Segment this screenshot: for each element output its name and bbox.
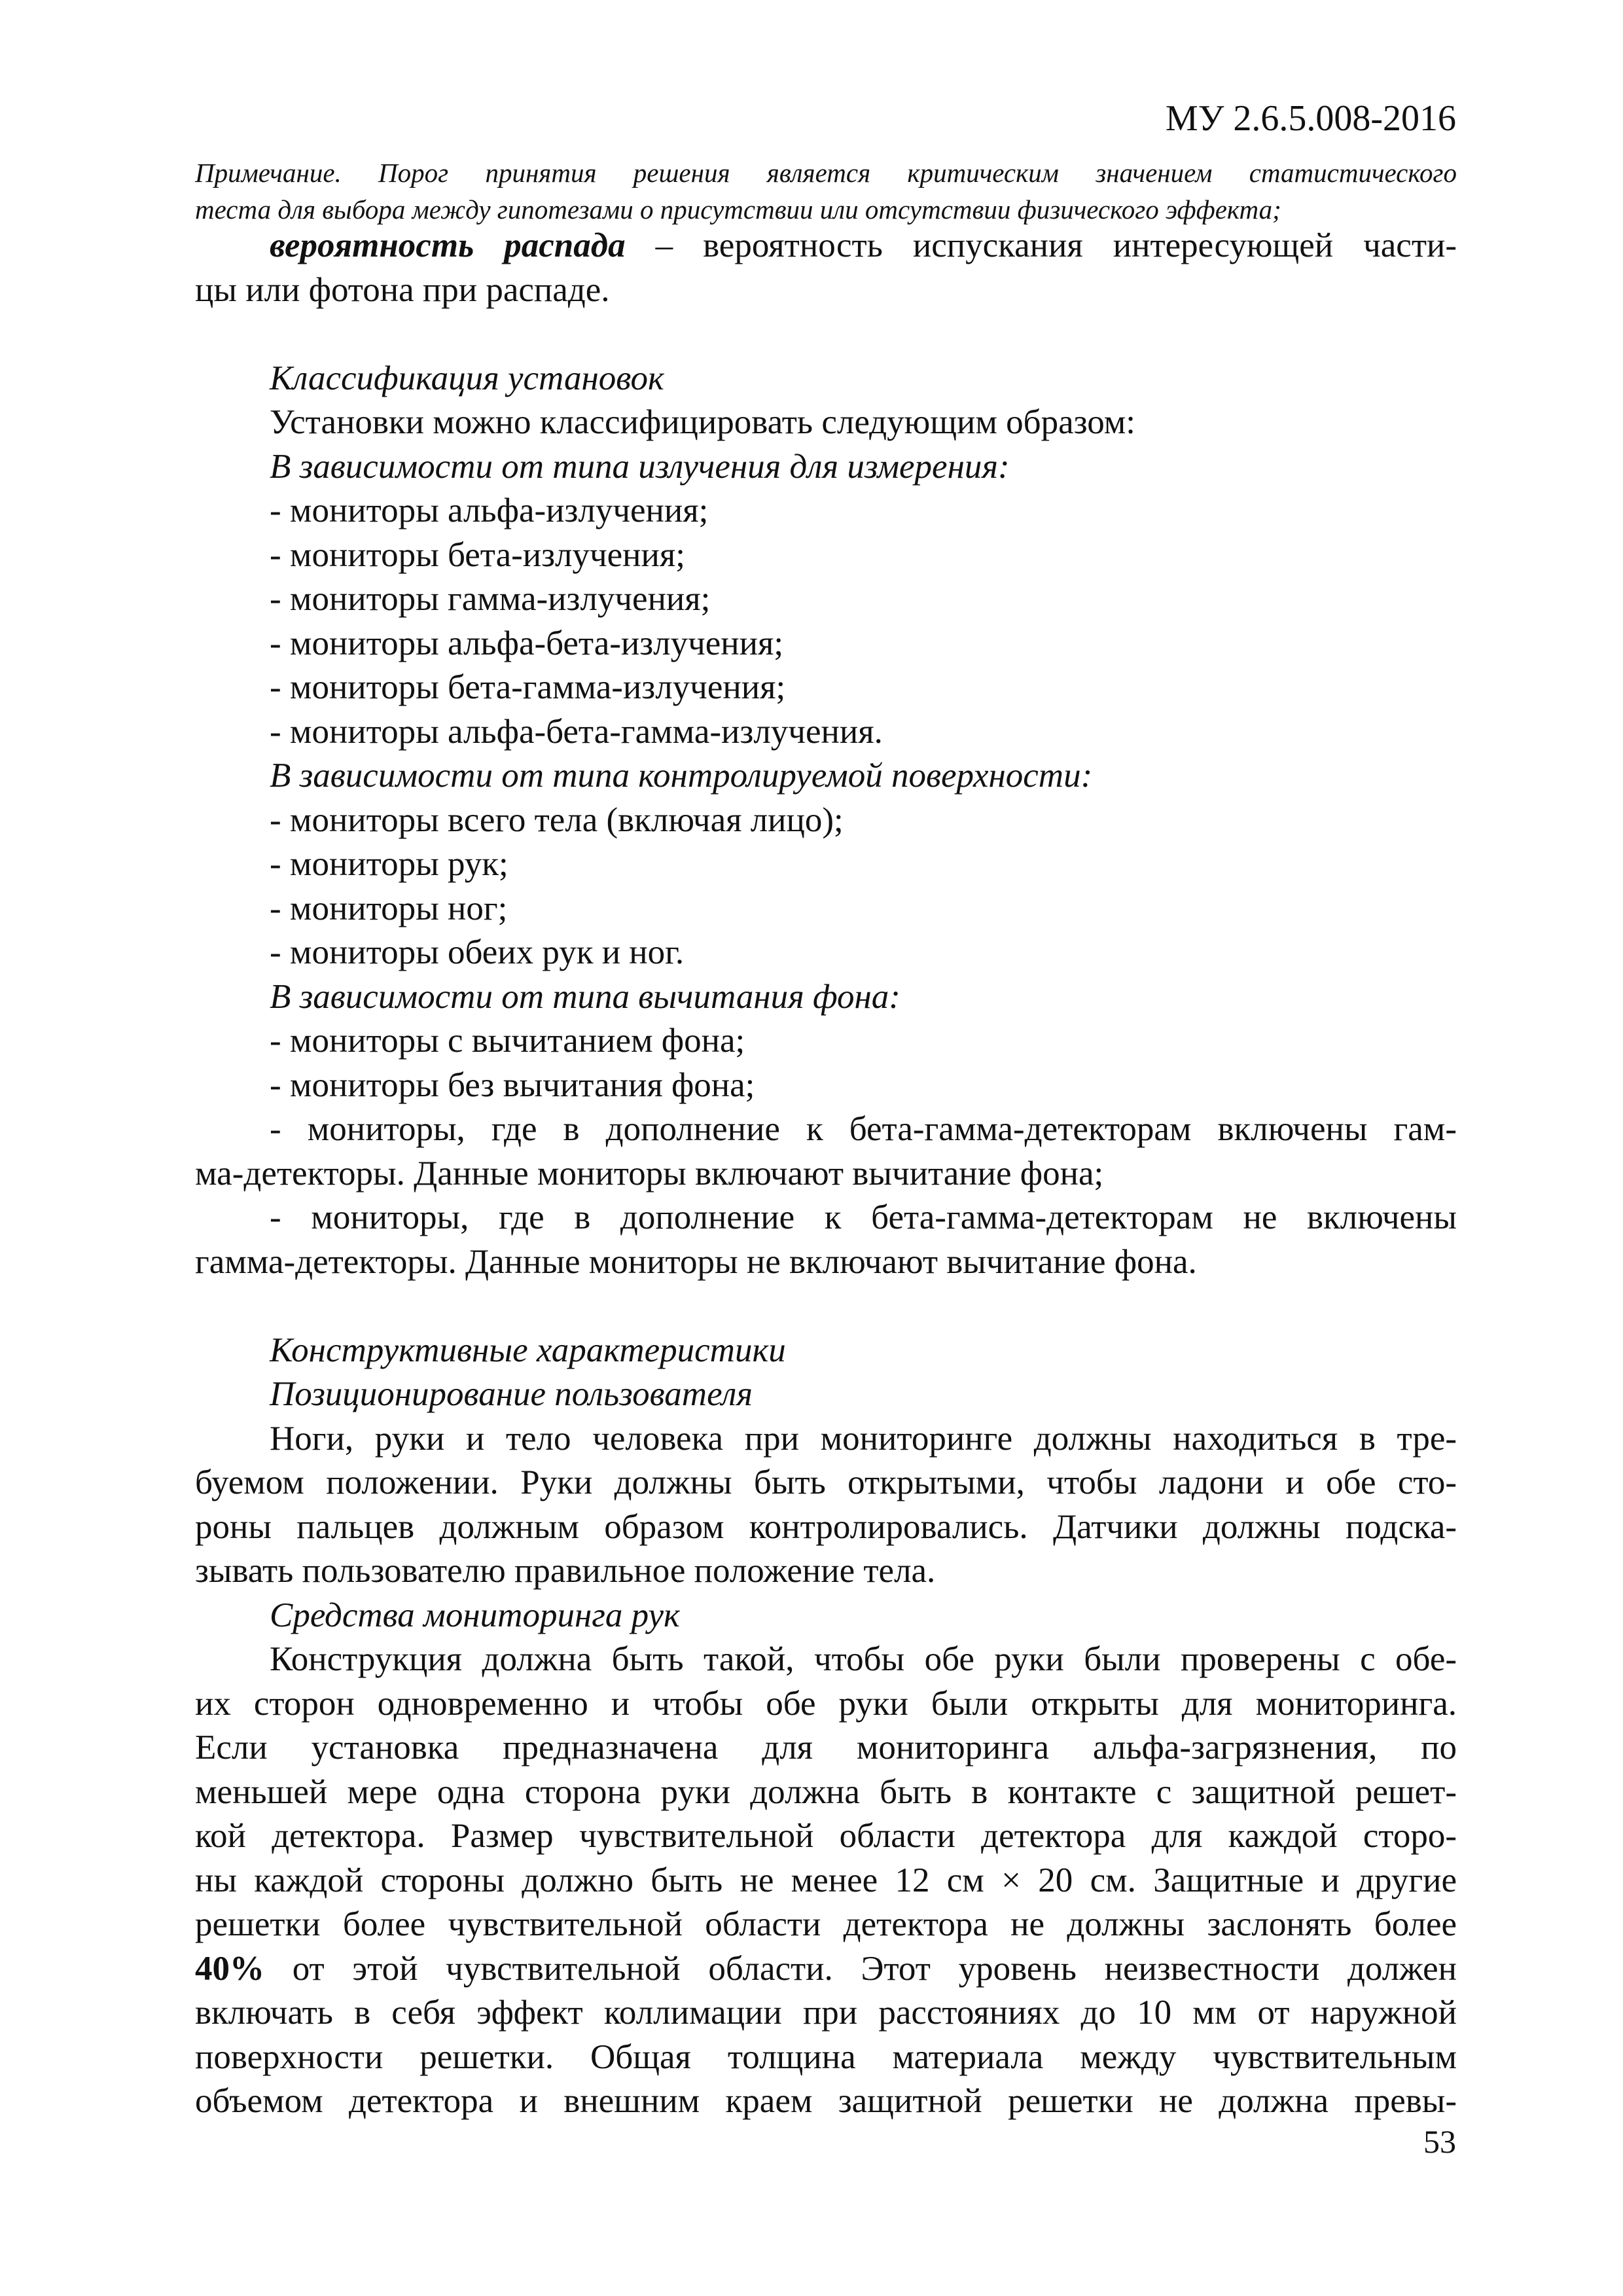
note-line: теста для выбора между гипотезами о присутствии или отсутствии физического эффекта; — [195, 194, 1281, 224]
list-item: - мониторы рук; — [270, 845, 508, 883]
list-item: - мониторы всего тела (включая лицо); — [270, 800, 844, 839]
paragraph-line: Если установка предназначена для мониторинга альфа-загрязнения, по — [195, 1729, 1457, 1767]
paragraph-line: Конструкция должна быть такой, чтобы обе руки были проверены с обе- — [270, 1640, 1457, 1678]
spacer — [195, 1284, 1457, 1329]
paragraph-line: буемом положении. Руки должны быть открытыми, чтобы ладони и обе сто- — [195, 1463, 1457, 1501]
paragraph-line: включать в себя эффект коллимации при расстояниях до 10 мм от наружной — [195, 1994, 1457, 2032]
term-decay-probability: вероятность распада — [270, 226, 626, 264]
list-item: - мониторы альфа-излучения; — [270, 492, 709, 529]
section-heading-design: Конструктивные характеристики — [270, 1331, 786, 1369]
subheading-by-radiation: В зависимости от типа излучения для измерения: — [270, 447, 1010, 486]
list-item: - мониторы гамма-излучения; — [270, 580, 711, 618]
list-item-line: ма-детекторы. Данные мониторы включают вычитание фона; — [195, 1154, 1104, 1193]
list-item-line: - мониторы, где в дополнение к бета-гамма-детекторам не включены — [270, 1198, 1457, 1236]
list-item-line: - мониторы, где в дополнение к бета-гамма-детекторам включены гам- — [270, 1110, 1457, 1148]
subheading-hand-monitoring: Средства мониторинга рук — [270, 1596, 680, 1634]
decay-definition-line — [195, 224, 1457, 268]
classification-intro: Установки можно классифицировать следующим образом: — [270, 403, 1136, 441]
note-block — [195, 154, 1457, 228]
list-item: - мониторы ног; — [270, 889, 508, 927]
paragraph-line: их сторон одновременно и чтобы обе руки были открыты для мониторинга. — [195, 1684, 1457, 1723]
subheading-positioning: Позиционирование пользователя — [270, 1375, 753, 1413]
note-line: Примечание. Порог принятия решения является критическим значением статистического — [195, 158, 1457, 188]
list-item: - мониторы без вычитания фона; — [270, 1066, 755, 1104]
page-number: 53 — [1423, 2123, 1456, 2160]
paragraph-line: поверхности решетки. Общая толщина материала между чувствительным — [195, 2037, 1457, 2076]
section-heading-classification: Классификация установок — [270, 359, 664, 397]
document-code: МУ 2.6.5.008-2016 — [1165, 98, 1456, 139]
subheading-by-surface: В зависимости от типа контролируемой поверхности: — [270, 757, 1093, 795]
list-item-line: гамма-детекторы. Данные мониторы не включают вычитание фона. — [195, 1242, 1197, 1281]
paragraph-line: ны каждой стороны должно быть не менее 12 см × 20 см. Защитные и другие — [195, 1861, 1457, 1899]
paragraph-line: Ноги, руки и тело человека при мониторинге должны находиться в тре- — [270, 1419, 1457, 1458]
list-item: - мониторы бета-гамма-излучения; — [270, 668, 786, 706]
paragraph-line: роны пальцев должным образом контролировались. Датчики должны подска- — [195, 1507, 1457, 1546]
subheading-by-background: В зависимости от типа вычитания фона: — [270, 977, 901, 1016]
list-item: - мониторы альфа-бета-излучения; — [270, 624, 784, 662]
paragraph-line: меньшей мере одна сторона руки должна быть в контакте с защитной решет- — [195, 1772, 1457, 1811]
decay-definition-text: – вероятность испускания интересующей части- — [625, 226, 1457, 264]
list-item: - мониторы альфа-бета-гамма-излучения. — [270, 712, 883, 751]
document-body — [195, 224, 1457, 2124]
paragraph-line: зывать пользователю правильное положение тела. — [195, 1552, 936, 1590]
decay-definition-line: цы или фотона при распаде. — [195, 270, 610, 309]
list-item: - мониторы обеих рук и ног. — [270, 933, 685, 971]
paragraph-line: объемом детектора и внешним краем защитной решетки не должна превы- — [195, 2082, 1457, 2120]
percent-value: 40% — [195, 1949, 264, 1988]
spacer — [195, 312, 1457, 357]
paragraph-line — [195, 1947, 1457, 1992]
list-item: - мониторы бета-излучения; — [270, 535, 686, 574]
list-item: - мониторы с вычитанием фона; — [270, 1022, 745, 1060]
paragraph-text: от этой чувствительной области. Этот уровень неизвестности должен — [264, 1949, 1457, 1988]
paragraph-line: решетки более чувствительной области детектора не должны заслонять более — [195, 1905, 1457, 1943]
paragraph-line: кой детектора. Размер чувствительной области детектора для каждой сторо- — [195, 1817, 1457, 1855]
